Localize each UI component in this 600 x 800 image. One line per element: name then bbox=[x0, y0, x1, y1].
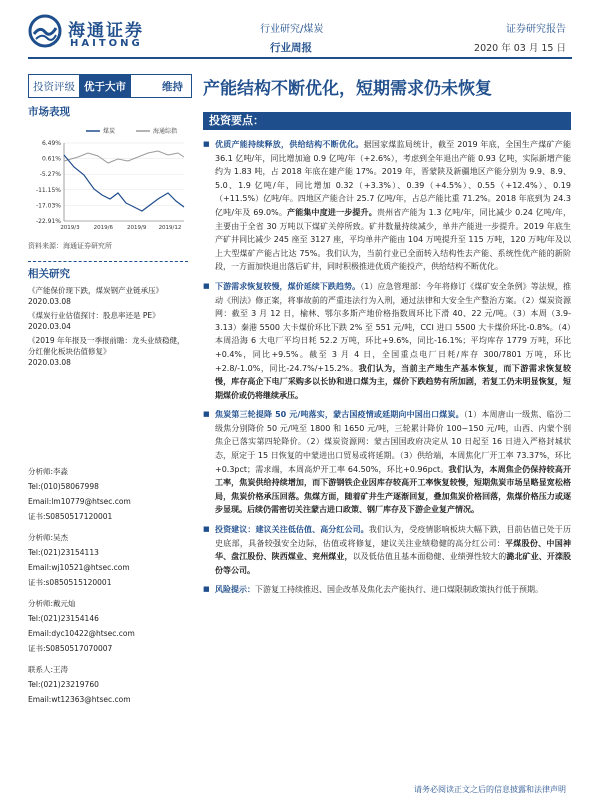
bullet-bold: 我们认为，本周焦企仍保持较高开工率，焦炭供给持续增加，而下游钢铁企业因库存较高开工率恢复较慢，短期焦炭市场呈略显宽松格局，焦炭价格承压回落。焦煤方面，随着矿井生产逐渐回复，叠加焦炭价格回落，焦煤价格压力或逐步显现。后续仍需密切关注蒙古进口政策、钢厂库存及下游企业复产情况。 bbox=[215, 464, 571, 515]
bullet-item bbox=[203, 280, 571, 402]
sidebar bbox=[28, 104, 188, 371]
analyst-tel: Tel:(021)23154146 bbox=[28, 614, 99, 623]
analyst-tel: Tel:(010)58067998 bbox=[28, 482, 99, 491]
analyst-email[interactable]: Email:wj10521@htsec.com bbox=[28, 563, 130, 572]
report-date: 2020 年 03 月 15 日 bbox=[474, 43, 566, 54]
logo bbox=[28, 14, 158, 54]
header-divider bbox=[28, 57, 572, 59]
analyst-email[interactable]: Email:dyc10422@htsec.com bbox=[28, 629, 135, 638]
report-type: 行业周报 bbox=[270, 42, 312, 54]
chart-source: 资料来源：海通证券研究所 bbox=[28, 242, 112, 250]
analyst-cert: 证书:s0850515120001 bbox=[28, 578, 112, 587]
legend-label: 海通综指 bbox=[153, 128, 178, 135]
market-heading: 市场表现 bbox=[28, 106, 70, 118]
y-tick-label: -11.15% bbox=[35, 186, 61, 194]
bullet-head: 投资建议：建议关注低估值、高分红公司。 bbox=[215, 525, 369, 535]
x-tick-label: 2019/6 bbox=[93, 225, 114, 231]
report-kind: 证券研究报告 bbox=[506, 24, 566, 35]
y-tick-label: -22.91% bbox=[35, 218, 61, 225]
analyst-tel: Tel:(021)23219760 bbox=[28, 680, 99, 689]
y-tick-label: 0.61% bbox=[41, 155, 61, 163]
y-tick-label: -17.03% bbox=[35, 202, 61, 210]
related-date: 2020.03.08 bbox=[28, 297, 71, 306]
industry-label: 行业研究/煤炭 bbox=[260, 24, 324, 35]
bullet-item bbox=[203, 408, 571, 517]
analyst-name: 分析师:吴杰 bbox=[28, 533, 69, 542]
rating-box bbox=[28, 74, 192, 98]
haitong-logo-icon bbox=[28, 14, 62, 48]
related-date: 2020.03.04 bbox=[28, 322, 71, 331]
bullet-bold2: 潞北矿业、开滦股份等公司。 bbox=[215, 552, 572, 575]
bullet-item bbox=[203, 523, 571, 577]
related-date: 2020.03.08 bbox=[28, 358, 71, 367]
series-line-index bbox=[64, 151, 184, 163]
analyst-email[interactable]: Email:lm10779@htsec.com bbox=[28, 497, 131, 506]
analyst-tel: Tel:(021)23154113 bbox=[28, 548, 99, 557]
rating-action: 维持 bbox=[162, 80, 183, 93]
legend-label: 煤炭 bbox=[103, 128, 116, 135]
related-title: 《2019 年年报及一季报前瞻：龙头业绩稳健，分红催化板块估值修复》 bbox=[28, 336, 185, 356]
market-chart bbox=[28, 123, 188, 235]
rating-value: 优于大市 bbox=[79, 75, 131, 97]
related-title: 《产能保价现下跌，煤炭钢产业链承压》 bbox=[28, 286, 163, 295]
analyst-email[interactable]: Email:wt12363@htsec.com bbox=[28, 695, 131, 704]
related-title: 《煤炭行业估值探讨：股息率还是 PE》 bbox=[28, 311, 160, 320]
analyst-list bbox=[28, 464, 188, 707]
related-item[interactable] bbox=[28, 335, 188, 368]
x-tick-label: 2019/3 bbox=[60, 225, 80, 231]
market-chart-svg bbox=[28, 123, 188, 235]
analyst-cert: 证书:S0850517120001 bbox=[28, 512, 113, 521]
disclaimer-footer: 请务必阅读正文之后的信息披露和法律声明 bbox=[414, 785, 566, 794]
sidebar-divider bbox=[28, 261, 188, 262]
series-line-coal bbox=[64, 155, 184, 211]
bullet-head: 下游需求恢复较慢，煤价延续下跌趋势。 bbox=[215, 281, 361, 291]
bullet-head: 焦炭第三轮提降 50 元/吨落实，蒙古国疫情或延期向中国出口煤炭。 bbox=[215, 410, 464, 420]
key-points-heading: 投资要点： bbox=[203, 112, 571, 130]
bullet-head: 风险提示： bbox=[215, 585, 255, 595]
bullet-body: （1）应急管理部：今年将修订《煤矿安全条例》等法规，推动《刑法》修正案，将事故前的严重违法行为入刑，通过法律和大安全生产整治方案。（2）煤炭资源网：截至 3 月 12 日，榆林、鄂尔多斯产地价格指数周环比下滑 40、22 元/吨。（3）本周（3.9-3.13）秦港 5500 大卡煤价环比下跌 2% 至 551 元/吨，CCI 进口 5500 大卡煤价环比-0.8%。（4）本周沿海 6 大电厂平均日耗 52.2 万吨，环比+9.6%，同比-16.1%；平均库存 1779 万吨，环比+0.4%，同比+9.5%。截至 3 月 4 日，全国重点电厂日耗/库存 300/7801 万吨，环比+2.8/-1.0%，同比-24.7%/+15.2%。 bbox=[215, 281, 571, 373]
rating-label: 投资评级 bbox=[33, 80, 75, 93]
bullet-body: 我们认为，受疫情影响板块大幅下跌，目前估值已处于历史底部，具备较强安全边际，估值或将修复，建议关注业绩稳健的高分红公司： bbox=[215, 525, 571, 548]
bullet-list bbox=[203, 138, 571, 597]
bullet-item bbox=[203, 138, 571, 274]
main-content bbox=[203, 112, 571, 603]
y-tick-label: 6.49% bbox=[41, 140, 61, 147]
analyst-name: 联系人:王涛 bbox=[28, 665, 69, 674]
related-item[interactable] bbox=[28, 285, 188, 307]
bullet-body: （1）本周唐山一级焦、临汾二级焦分别降价 50 元/吨至 1800 和 1650 元/吨，三轮累计降价 100~150 元/吨，山西、内蒙个别焦企已落实第四轮降价。（2）煤炭资源网：蒙古国国政府决定从 10 日起至 16 日进入严格封城状态，原定于 15 日恢复的中蒙进出口贸易或将延期。（3）供给端，本周焦化厂开工率 73.37%，环比+0.3pct；需求端，本周高炉开工率 64.50%，环比+0.96pct。 bbox=[215, 410, 572, 474]
logo-en: HAITONG bbox=[70, 38, 143, 49]
y-tick-label: -5.27% bbox=[39, 171, 61, 179]
bullet-head: 优质产能持续释放，供给结构不断优化。 bbox=[215, 140, 364, 149]
bullet-body2: 以及低估值且基本面稳健、业绩弹性较大的 bbox=[352, 552, 507, 562]
related-list bbox=[28, 285, 188, 368]
x-tick-label: 2019/12 bbox=[158, 225, 182, 231]
bullet-bold: 平煤股份、中国神华、盘江股份、陕西煤业、兖州煤业， bbox=[215, 538, 571, 562]
report-title: 产能结构不断优化，短期需求仍未恢复 bbox=[203, 79, 492, 99]
analyst-cert: 证书:S0850517070007 bbox=[28, 644, 113, 653]
bullet-body: 据国家煤监局统计，截至 2019 年底，全国生产煤矿产能 36.1 亿吨/年，同比增加逾 0.9 亿吨/年（+2.6%），考虑到全年退出产能 0.93 亿吨，实际新增产能约为 1.83 吨，占 2018 年底在建产能 17%。2019 年，晋蒙陕及新疆地区产能分别为 9.9、8.9、5.0、1.9 亿吨/年，同比增加 0.32（+3.3%）、0.39（+4.5%）、0.55（+12.4%）、0.19（+11.5%）亿吨/年。四地区产能合计 25.7 亿吨/年，占总产能比重 71.2%。2018 年底到为 24.3 亿吨/年及 69.0%。 bbox=[215, 140, 572, 217]
x-tick-label: 2019/9 bbox=[126, 225, 147, 231]
related-item[interactable] bbox=[28, 310, 188, 332]
logo-cn: 海通证券 bbox=[68, 21, 144, 41]
related-heading: 相关研究 bbox=[28, 268, 70, 280]
bullet-body2: 贵州省产能为 1.3 亿吨/年，同比减少 0.24 亿吨/年，主要由于全省 30 万吨以下煤矿关停所致。矿井数量持续减少，单井产能进一步提升。2019 年底生产矿井同比减少 245 座至 3127 座，平均单井产能由 104 万吨提升至 115 万吨，120 万吨/年及以上大型煤矿产能占比达 75%。我们认为，当前行业已全面转入结构性去产能、系统性优产能的新阶段，一方面加快退出落后矿井，同时积极推进优质产能投产，供给结构不断优化。 bbox=[215, 207, 571, 272]
analyst-name: 分析师:戴元灿 bbox=[28, 599, 76, 608]
bullet-body: 下游复工持续推迟、国企改革及焦化去产能执行、进口煤限制政策执行低于预期。 bbox=[255, 585, 543, 595]
bullet-item bbox=[203, 583, 571, 597]
bullet-bold: 我们认为，当前主产地生产基本恢复，而下游需求恢复较慢，库存高企下电厂采购多以长协和进口煤为主，煤价下跌趋势有所加剧，若复工仍未明显恢复，短期煤价或仍将继续承压。 bbox=[215, 363, 571, 400]
bullet-bold: 产能集中度进一步提升。 bbox=[287, 207, 377, 217]
analyst-name: 分析师:李淼 bbox=[28, 467, 69, 476]
